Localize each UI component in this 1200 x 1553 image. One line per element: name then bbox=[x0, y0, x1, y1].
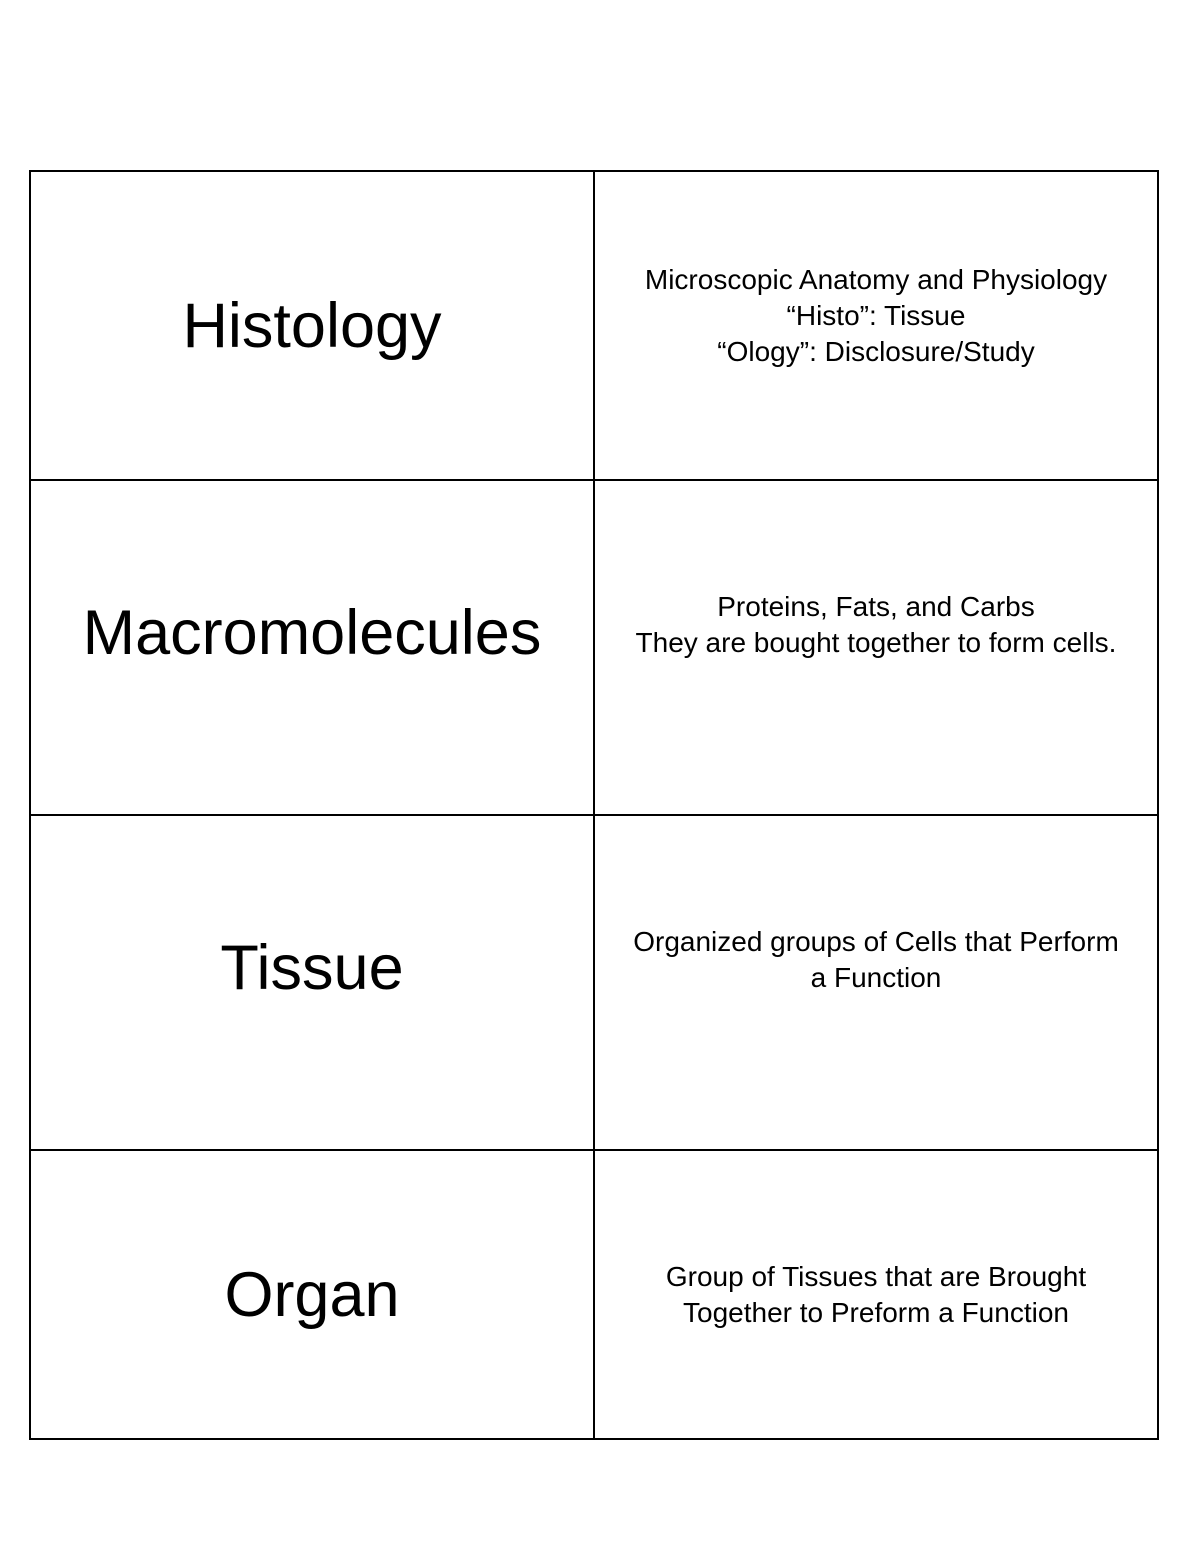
flashcard-row bbox=[30, 1150, 1158, 1439]
definition-line: a Function bbox=[810, 961, 942, 993]
definition-line: Together to Preform a Function bbox=[683, 1296, 1069, 1328]
definition-line: “Histo”: Tissue bbox=[786, 299, 966, 331]
definition-line: Proteins, Fats, and Carbs bbox=[717, 590, 1035, 622]
card-term: Histology bbox=[30, 171, 594, 480]
definition-line: Group of Tissues that are Brought bbox=[665, 1260, 1087, 1292]
card-definition bbox=[594, 815, 1158, 1150]
card-definition bbox=[594, 171, 1158, 480]
card-term: Tissue bbox=[30, 815, 594, 1150]
definition-line: “Ology”: Disclosure/Study bbox=[717, 335, 1035, 367]
flashcard-table bbox=[29, 170, 1159, 1440]
card-definition bbox=[594, 480, 1158, 815]
card-term: Organ bbox=[30, 1150, 594, 1439]
card-definition bbox=[594, 1150, 1158, 1439]
definition-line: Microscopic Anatomy and Physiology bbox=[644, 263, 1108, 295]
flashcard-row bbox=[30, 815, 1158, 1150]
definition-line: Organized groups of Cells that Perform bbox=[633, 925, 1119, 957]
definition-line: They are bought together to form cells. bbox=[635, 626, 1117, 658]
flashcard-row bbox=[30, 171, 1158, 480]
card-term: Macromolecules bbox=[30, 480, 594, 815]
flashcard-row bbox=[30, 480, 1158, 815]
